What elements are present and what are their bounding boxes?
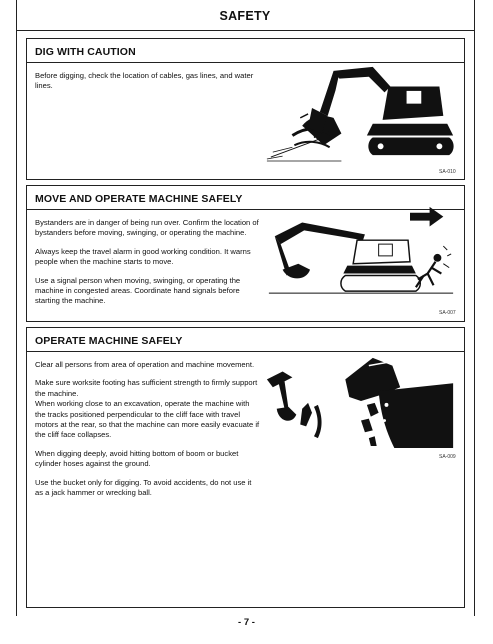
section-body xyxy=(35,218,260,307)
paragraph: Use a signal person when moving, swinging, or operating the machine in congested areas. Coordinate hand signals before starting the machine. xyxy=(35,275,241,306)
section-move-and-operate xyxy=(26,185,465,322)
page-header xyxy=(16,0,474,31)
paragraph: Make sure worksite footing has sufficient strength to firmly support the machine. xyxy=(35,378,258,398)
section-body xyxy=(35,360,260,498)
paragraph: Use the bucket only for digging. To avoid accidents, do not use it as a jack hammer or wrecking ball. xyxy=(35,477,252,498)
paragraph: Before digging, check the location of cables, gas lines, and water lines. xyxy=(35,71,254,91)
paragraph: Clear all persons from area of operation and machine movement. xyxy=(35,360,255,369)
section-dig-with-caution xyxy=(26,38,465,180)
section-title: MOVE AND OPERATE MACHINE SAFELY xyxy=(35,193,243,205)
paragraph: Bystanders are in danger of being run over. Confirm the location of bystanders before moving, swinging, or operating the machine. xyxy=(35,218,259,238)
page-number: - 7 - xyxy=(238,617,255,628)
excavator-digging-icon xyxy=(263,57,459,165)
paragraph: Always keep the travel alarm in good working condition. It warns people when the machine starts to move. xyxy=(35,246,251,267)
page-title: SAFETY xyxy=(219,9,271,23)
section-title: DIG WITH CAUTION xyxy=(35,46,136,58)
excavator-bystander-icon xyxy=(263,200,459,300)
excavator-cliff-icon xyxy=(263,344,459,452)
section-body xyxy=(35,71,260,92)
paragraph: When working close to an excavation, operate the machine with the tracks positioned perpendicular to the cliff face with travel motors at the rear, so that the machine can more easily evacuate if the cliff face collapses. xyxy=(35,399,260,440)
figure-code: SA-007 xyxy=(439,310,456,316)
section-operate-machine-safely xyxy=(26,327,465,608)
figure-code: SA-010 xyxy=(439,169,456,175)
figure-code: SA-009 xyxy=(439,454,456,460)
section-title: OPERATE MACHINE SAFELY xyxy=(35,335,183,347)
paragraph: When digging deeply, avoid hitting bottom of boom or bucket cylinder hoses against the ground. xyxy=(35,448,239,469)
